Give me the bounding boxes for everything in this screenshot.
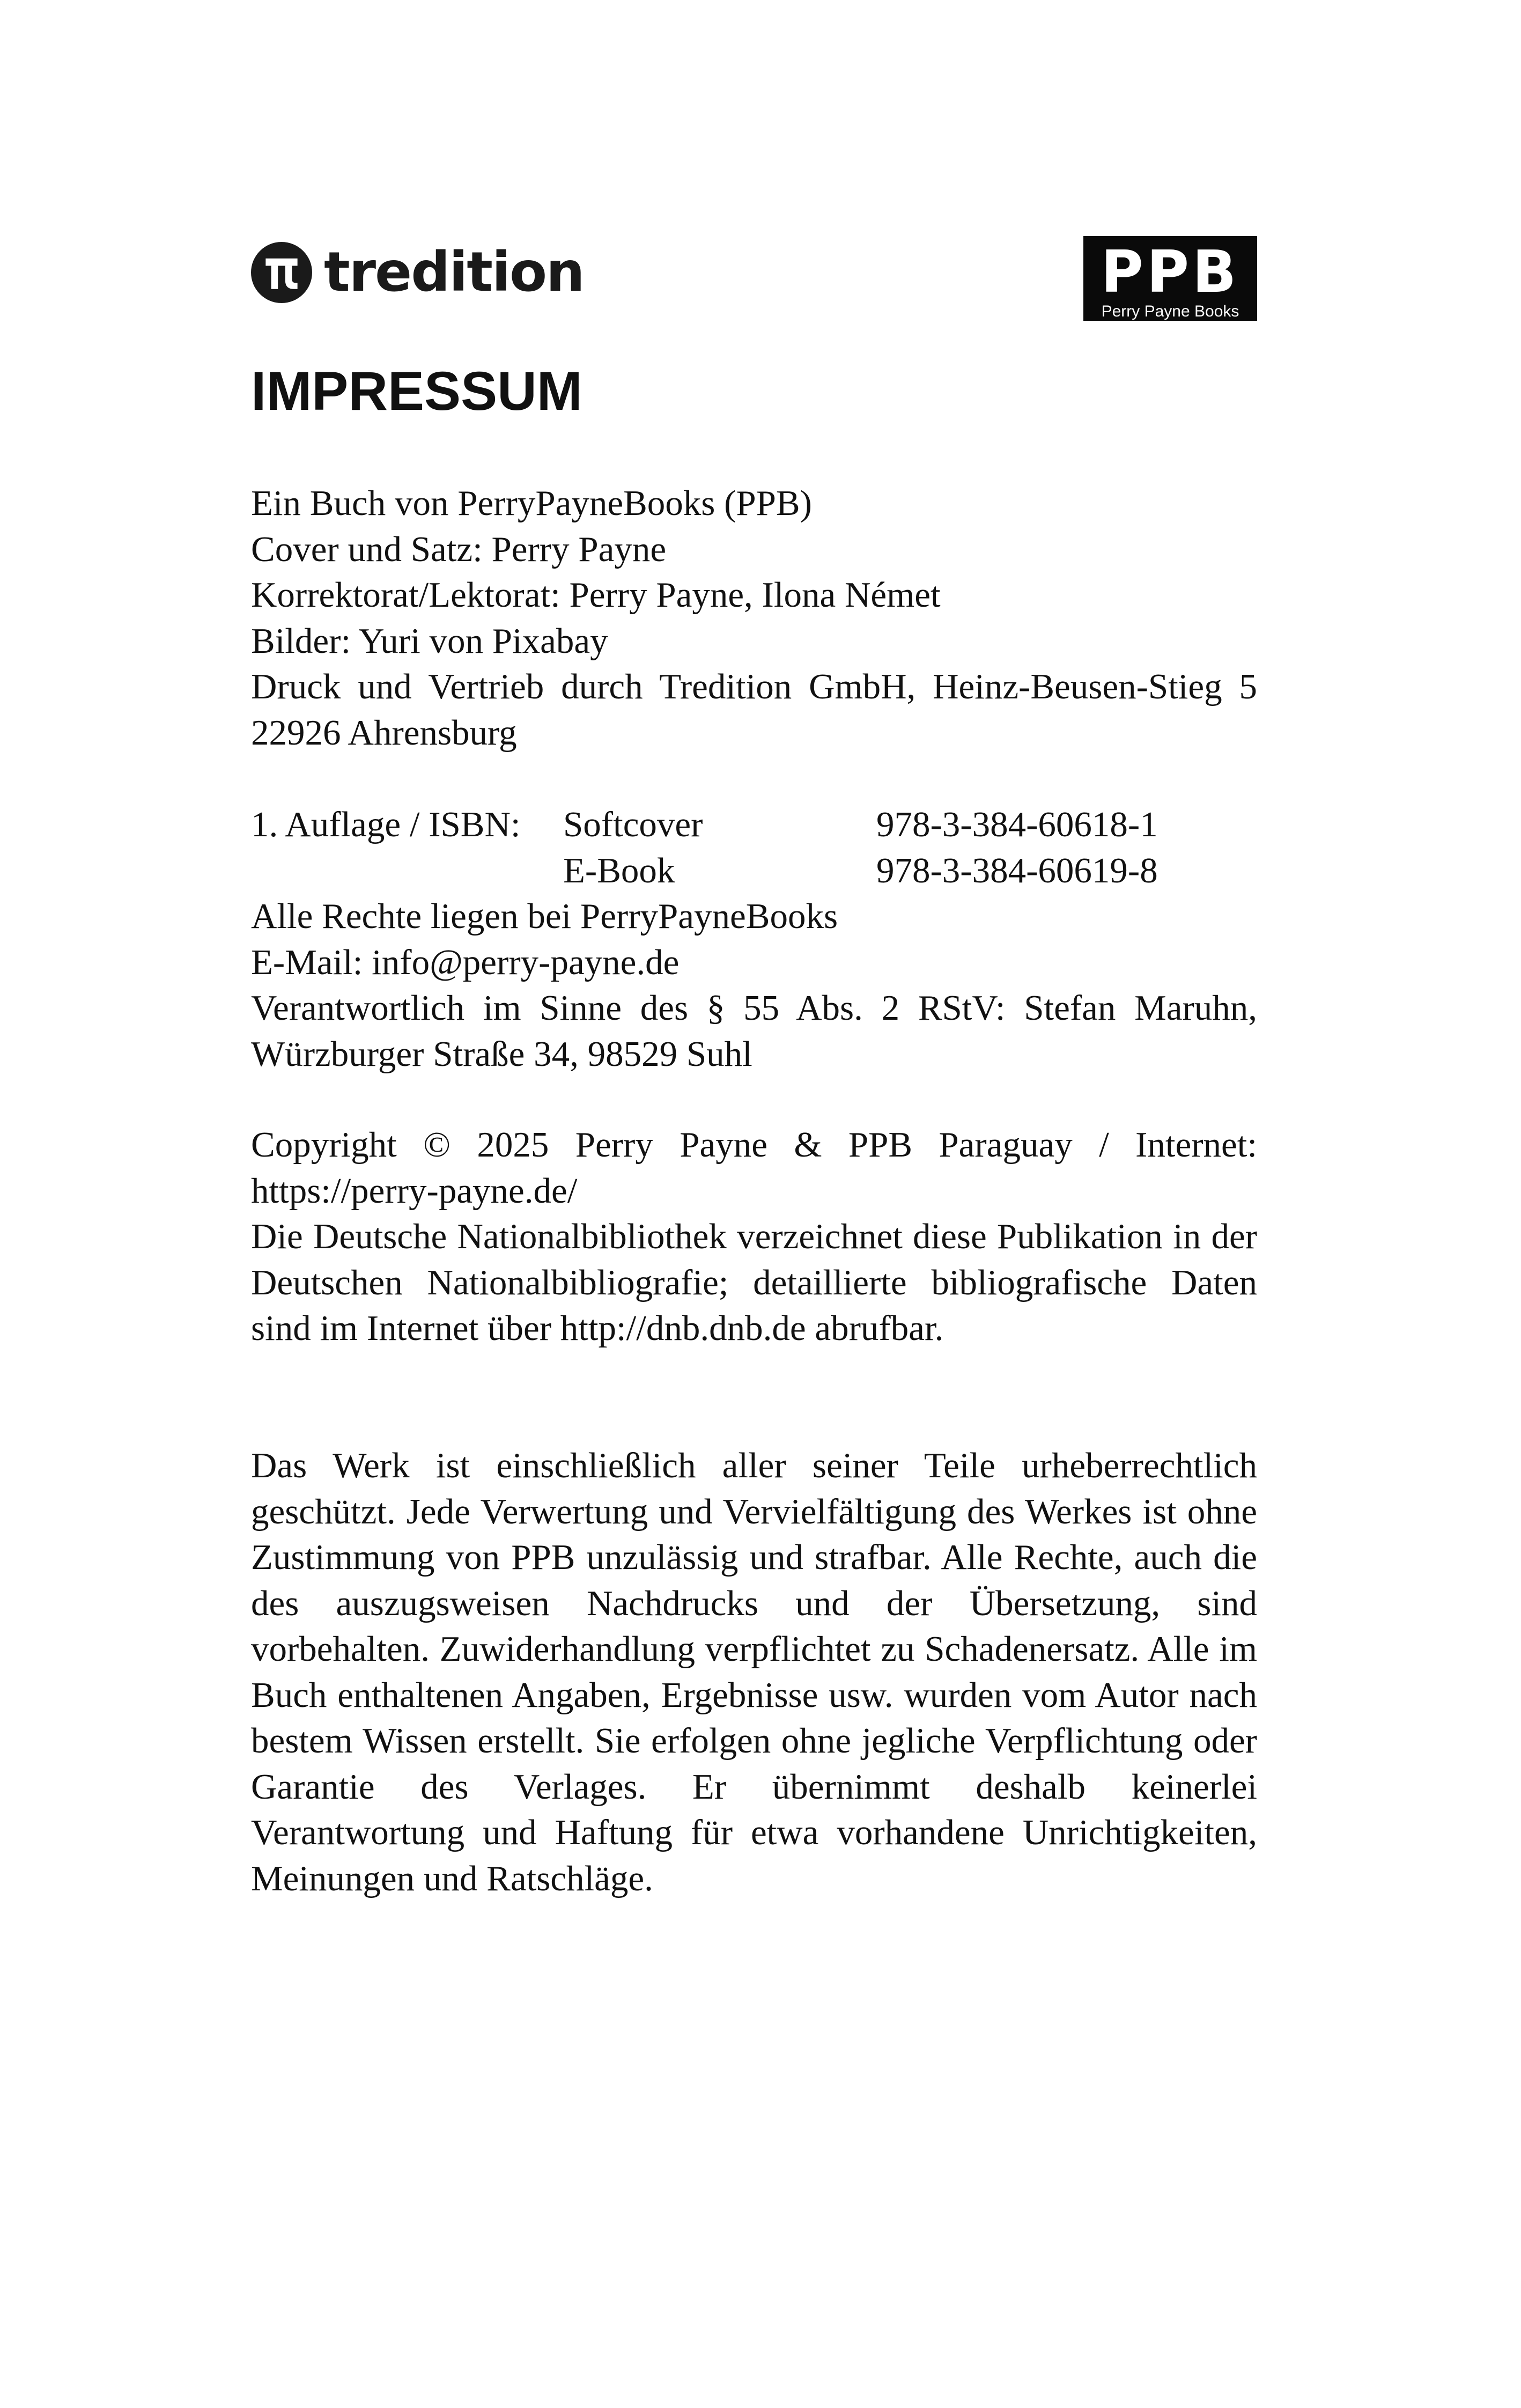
tredition-logo: [251, 241, 584, 304]
credit-line: Ein Buch von PerryPayneBooks (PPB): [251, 483, 812, 523]
rights-section: [251, 894, 1257, 1077]
tredition-wordmark: tredition: [324, 240, 584, 304]
isbn-label: 1. Auflage / ISBN:: [251, 805, 521, 844]
credit-line: Korrektorat/Lektorat: Perry Payne, Ilona Német: [251, 575, 941, 615]
email-line: E-Mail: info@perry-payne.de: [251, 942, 680, 982]
credit-line: Druck und Vertrieb durch Tredition GmbH, Heinz-Beusen-Stieg 5 22926 Ahrensburg: [251, 667, 1257, 753]
tredition-logo-icon: [251, 242, 312, 303]
isbn-number: 978-3-384-60618-1: [876, 805, 1158, 844]
copyright-line: Copyright © 2025 Perry Payne & PPB Paraguay / Internet: https://perry-payne.de/: [251, 1125, 1257, 1211]
impressum-page: [251, 0, 1257, 2408]
legal-notice: [251, 1443, 1257, 1902]
isbn-row: [251, 848, 1257, 894]
isbn-number: 978-3-384-60619-8: [876, 850, 1158, 890]
legal-notice-text: Das Werk ist einschließlich aller seiner Teile urheberrechtlich geschützt. Jede Verwertung und Vervielfältigung des Werkes ist ohne Zustimmung von PPB unzulässig und strafbar. Alle Rechte, auch die des auszugsweisen Nachdrucks und der Übersetzung, sind vorbehalten. Zuwiderhandlung verpflichtet zu Schadenersatz. Alle im Buch enthaltenen Angaben, Ergebnisse usw. wurden vom Autor nach bestem Wissen erstellt. Sie erfolgen ohne jegliche Verpflichtung oder Garantie des Verlages. Er übernimmt deshalb keinerlei Verantwortung und Haftung für etwa vorhandene Unrichtigkeiten, Meinungen und Ratschläge.: [251, 1446, 1257, 1898]
ppb-logo-name: Perry Payne Books: [1101, 303, 1239, 320]
isbn-row: [251, 802, 1257, 848]
credit-line: Cover und Satz: Perry Payne: [251, 529, 667, 569]
page-title: IMPRESSUM: [251, 360, 582, 422]
isbn-edition-type: Softcover: [563, 805, 703, 844]
dnb-notice: Die Deutsche Nationalbibliothek verzeichnet diese Publikation in der Deutschen Nationalbibliografie; detaillierte bibliografische Daten sind im Internet über http://dnb.dnb.de abrufbar.: [251, 1217, 1257, 1348]
credit-line: Bilder: Yuri von Pixabay: [251, 621, 608, 661]
ppb-logo-letters: PPB: [1101, 239, 1240, 306]
credits-section: [251, 481, 1257, 756]
rights-line: Alle Rechte liegen bei PerryPayneBooks: [251, 896, 838, 936]
isbn-section: [251, 802, 1257, 894]
copyright-section: [251, 1122, 1257, 1352]
isbn-edition-type: E-Book: [563, 850, 675, 890]
ppb-logo: [1083, 236, 1257, 321]
responsible-line: Verantwortlich im Sinne des § 55 Abs. 2 RStV: Stefan Maruhn, Würzburger Straße 34, 98529 Suhl: [251, 988, 1257, 1074]
